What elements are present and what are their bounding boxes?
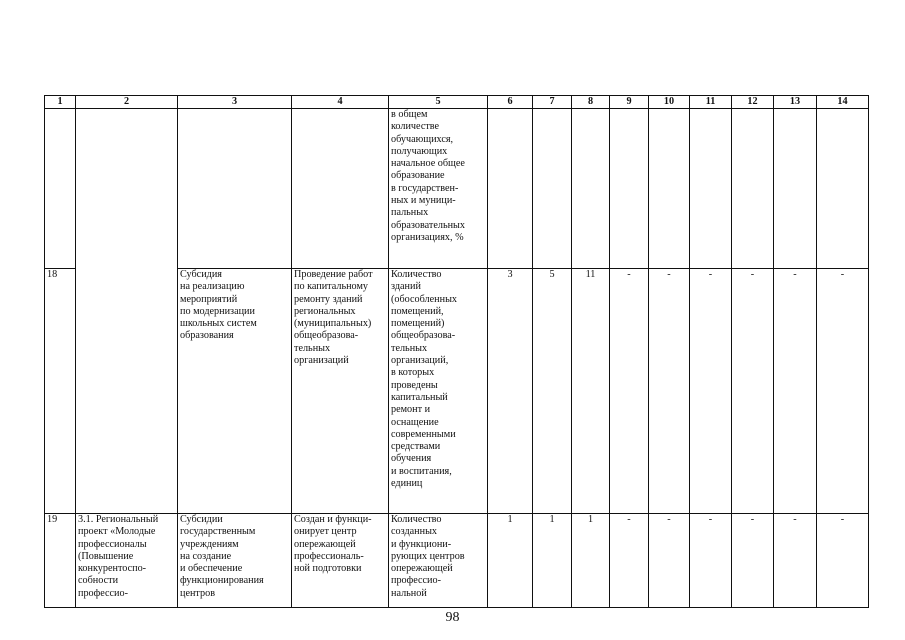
result-cell xyxy=(292,109,389,269)
value-cell: - xyxy=(774,514,817,608)
measure-cell xyxy=(178,109,292,269)
column-number-12: 12 xyxy=(732,96,774,109)
document-table xyxy=(44,95,869,608)
value-cell xyxy=(732,109,774,269)
indicator-cell: Количество созданных и функциони- рующих центров опережающей профессио- нальной xyxy=(389,514,488,608)
program-cell xyxy=(76,109,178,514)
value-cell: 1 xyxy=(533,514,572,608)
value-cell: - xyxy=(732,269,774,514)
page-number: 98 xyxy=(445,610,460,625)
measure-cell: Субсидии государственным учреждениям на создание и обеспечение функционирования центров xyxy=(178,514,292,608)
value-cell xyxy=(610,109,649,269)
table-row xyxy=(45,109,869,269)
column-number-8: 8 xyxy=(572,96,610,109)
value-cell: - xyxy=(690,514,732,608)
column-number-5: 5 xyxy=(389,96,488,109)
column-number-10: 10 xyxy=(649,96,690,109)
result-cell: Создан и функци- онирует центр опережающей профессиональ- ной подготовки xyxy=(292,514,389,608)
value-cell: - xyxy=(610,269,649,514)
value-cell: - xyxy=(649,514,690,608)
column-number-13: 13 xyxy=(774,96,817,109)
value-cell: 5 xyxy=(533,269,572,514)
table-header-row xyxy=(45,96,869,109)
value-cell xyxy=(649,109,690,269)
value-cell: - xyxy=(732,514,774,608)
value-cell xyxy=(533,109,572,269)
result-cell: Проведение работ по капитальному ремонту зданий региональных (муниципальных) общеобразова- тельных организаций xyxy=(292,269,389,514)
row-number: 19 xyxy=(45,514,76,608)
value-cell: - xyxy=(817,269,869,514)
value-cell: - xyxy=(690,269,732,514)
measure-cell: Субсидия на реализацию мероприятий по модернизации школьных систем образования xyxy=(178,269,292,514)
column-number-9: 9 xyxy=(610,96,649,109)
program-cell: 3.1. Региональный проект «Молодые профессионалы (Повышение конкурентоспо- собности профессио- xyxy=(76,514,178,608)
column-number-4: 4 xyxy=(292,96,389,109)
value-cell xyxy=(690,109,732,269)
value-cell: 1 xyxy=(488,514,533,608)
value-cell: 11 xyxy=(572,269,610,514)
value-cell: - xyxy=(817,514,869,608)
value-cell xyxy=(817,109,869,269)
indicator-cell: в общем количестве обучающихся, получающих начальное общее образование в государствен- ных и муници- пальных образовательных организациях, % xyxy=(389,109,488,269)
column-number-1: 1 xyxy=(45,96,76,109)
value-cell: - xyxy=(774,269,817,514)
row-number xyxy=(45,109,76,269)
value-cell xyxy=(774,109,817,269)
column-number-7: 7 xyxy=(533,96,572,109)
column-number-6: 6 xyxy=(488,96,533,109)
value-cell xyxy=(488,109,533,269)
column-number-14: 14 xyxy=(817,96,869,109)
value-cell: - xyxy=(610,514,649,608)
value-cell: 1 xyxy=(572,514,610,608)
table-row xyxy=(45,514,869,608)
row-number: 18 xyxy=(45,269,76,514)
column-number-11: 11 xyxy=(690,96,732,109)
value-cell: 3 xyxy=(488,269,533,514)
indicator-cell: Количество зданий (обособленных помещений, помещений) общеобразова- тельных организаций, в которых проведены капитальный ремонт и оснащение современными средствами обучения и воспитания, единиц xyxy=(389,269,488,514)
value-cell: - xyxy=(649,269,690,514)
value-cell xyxy=(572,109,610,269)
column-number-3: 3 xyxy=(178,96,292,109)
column-number-2: 2 xyxy=(76,96,178,109)
